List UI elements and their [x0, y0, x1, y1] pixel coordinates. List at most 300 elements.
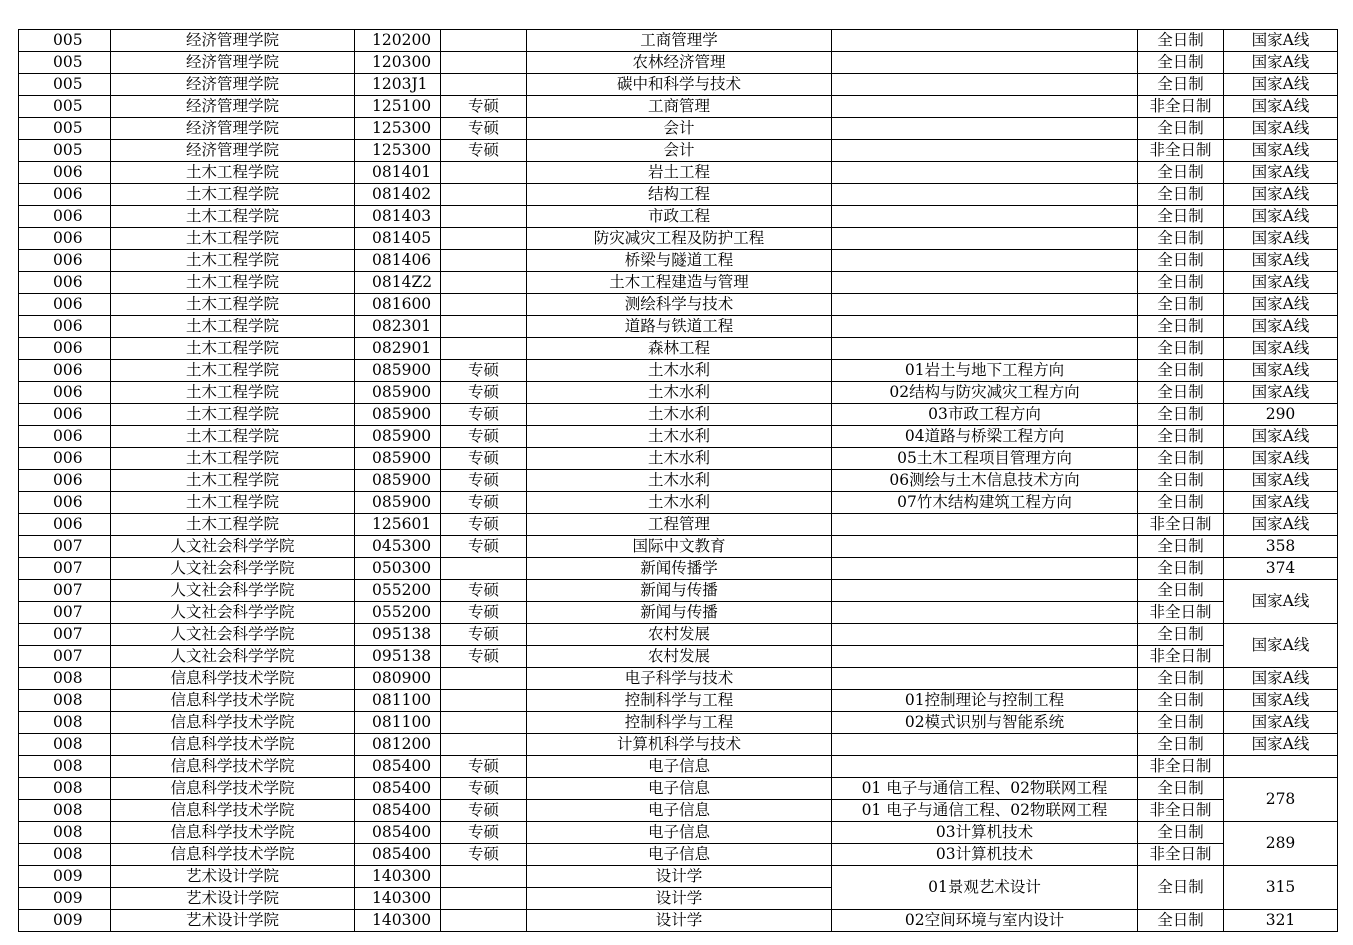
college-name-cell: 土木工程学院	[111, 228, 355, 250]
college-code-cell: 006	[19, 404, 111, 426]
table-body	[19, 30, 1338, 932]
degree-type-cell: 专硕	[441, 96, 527, 118]
score-line-cell: 国家A线	[1224, 272, 1338, 294]
score-line-cell: 国家A线	[1224, 382, 1338, 404]
major-name-cell: 计算机科学与技术	[527, 734, 832, 756]
college-name-cell: 人文社会科学学院	[111, 536, 355, 558]
major-name-cell: 会计	[527, 140, 832, 162]
study-mode-cell: 全日制	[1138, 294, 1224, 316]
college-name-cell: 信息科学技术学院	[111, 844, 355, 866]
score-line-cell: 315	[1224, 866, 1338, 910]
college-name-cell: 土木工程学院	[111, 184, 355, 206]
major-code-cell: 085400	[355, 844, 441, 866]
college-code-cell: 008	[19, 800, 111, 822]
table-row	[19, 118, 1338, 140]
college-name-cell: 人文社会科学学院	[111, 580, 355, 602]
college-code-cell: 008	[19, 690, 111, 712]
score-line-cell: 国家A线	[1224, 668, 1338, 690]
college-name-cell: 人文社会科学学院	[111, 558, 355, 580]
score-line-cell: 国家A线	[1224, 228, 1338, 250]
major-name-cell: 控制科学与工程	[527, 712, 832, 734]
college-code-cell: 006	[19, 228, 111, 250]
college-code-cell: 007	[19, 580, 111, 602]
major-code-cell: 120200	[355, 30, 441, 52]
degree-type-cell	[441, 162, 527, 184]
major-code-cell: 140300	[355, 910, 441, 932]
table-row	[19, 646, 1338, 668]
major-name-cell: 电子信息	[527, 800, 832, 822]
research-direction-cell: 05土木工程项目管理方向	[832, 448, 1138, 470]
major-name-cell: 新闻与传播	[527, 580, 832, 602]
college-name-cell: 土木工程学院	[111, 206, 355, 228]
college-code-cell: 006	[19, 250, 111, 272]
major-code-cell: 085900	[355, 492, 441, 514]
major-name-cell: 会计	[527, 118, 832, 140]
degree-type-cell: 专硕	[441, 426, 527, 448]
college-code-cell: 005	[19, 96, 111, 118]
major-name-cell: 工程管理	[527, 514, 832, 536]
degree-type-cell: 专硕	[441, 624, 527, 646]
research-direction-cell	[832, 228, 1138, 250]
college-name-cell: 土木工程学院	[111, 162, 355, 184]
study-mode-cell: 全日制	[1138, 74, 1224, 96]
score-line-cell: 321	[1224, 910, 1338, 932]
major-code-cell: 081600	[355, 294, 441, 316]
research-direction-cell	[832, 602, 1138, 624]
major-name-cell: 农林经济管理	[527, 52, 832, 74]
major-name-cell: 碳中和科学与技术	[527, 74, 832, 96]
study-mode-cell: 全日制	[1138, 690, 1224, 712]
table-row	[19, 140, 1338, 162]
table-row	[19, 778, 1338, 800]
research-direction-cell: 03计算机技术	[832, 822, 1138, 844]
study-mode-cell: 全日制	[1138, 558, 1224, 580]
major-name-cell: 设计学	[527, 910, 832, 932]
table-row	[19, 602, 1338, 624]
study-mode-cell: 全日制	[1138, 712, 1224, 734]
score-line-cell: 国家A线	[1224, 250, 1338, 272]
table-row	[19, 492, 1338, 514]
study-mode-cell: 全日制	[1138, 404, 1224, 426]
degree-type-cell	[441, 888, 527, 910]
major-code-cell: 055200	[355, 602, 441, 624]
college-name-cell: 信息科学技术学院	[111, 734, 355, 756]
study-mode-cell: 全日制	[1138, 360, 1224, 382]
score-line-cell: 国家A线	[1224, 294, 1338, 316]
major-code-cell: 0814Z2	[355, 272, 441, 294]
degree-type-cell: 专硕	[441, 470, 527, 492]
college-code-cell: 007	[19, 602, 111, 624]
table-row	[19, 52, 1338, 74]
college-code-cell: 008	[19, 822, 111, 844]
study-mode-cell: 全日制	[1138, 492, 1224, 514]
college-name-cell: 经济管理学院	[111, 52, 355, 74]
table-row	[19, 206, 1338, 228]
major-name-cell: 市政工程	[527, 206, 832, 228]
major-name-cell: 森林工程	[527, 338, 832, 360]
score-line-cell: 国家A线	[1224, 118, 1338, 140]
college-name-cell: 信息科学技术学院	[111, 800, 355, 822]
research-direction-cell	[832, 338, 1138, 360]
table-row	[19, 316, 1338, 338]
major-code-cell: 1203J1	[355, 74, 441, 96]
degree-type-cell: 专硕	[441, 844, 527, 866]
research-direction-cell	[832, 162, 1138, 184]
table-row	[19, 272, 1338, 294]
degree-type-cell	[441, 668, 527, 690]
degree-type-cell	[441, 316, 527, 338]
table-row	[19, 514, 1338, 536]
research-direction-cell	[832, 580, 1138, 602]
study-mode-cell: 全日制	[1138, 272, 1224, 294]
study-mode-cell: 全日制	[1138, 536, 1224, 558]
major-name-cell: 电子信息	[527, 756, 832, 778]
college-code-cell: 009	[19, 910, 111, 932]
major-code-cell: 081100	[355, 712, 441, 734]
degree-type-cell	[441, 294, 527, 316]
score-line-cell: 国家A线	[1224, 96, 1338, 118]
college-code-cell: 006	[19, 206, 111, 228]
college-name-cell: 土木工程学院	[111, 404, 355, 426]
major-code-cell: 081100	[355, 690, 441, 712]
study-mode-cell: 全日制	[1138, 470, 1224, 492]
college-code-cell: 005	[19, 74, 111, 96]
major-code-cell: 081403	[355, 206, 441, 228]
score-line-cell: 国家A线	[1224, 338, 1338, 360]
table-row	[19, 844, 1338, 866]
college-code-cell: 009	[19, 888, 111, 910]
college-code-cell: 005	[19, 118, 111, 140]
college-name-cell: 土木工程学院	[111, 272, 355, 294]
study-mode-cell: 全日制	[1138, 206, 1224, 228]
college-code-cell: 006	[19, 470, 111, 492]
table-row	[19, 184, 1338, 206]
college-name-cell: 经济管理学院	[111, 74, 355, 96]
score-line-cell: 国家A线	[1224, 690, 1338, 712]
research-direction-cell: 02模式识别与智能系统	[832, 712, 1138, 734]
table-row	[19, 338, 1338, 360]
college-name-cell: 土木工程学院	[111, 470, 355, 492]
degree-type-cell	[441, 206, 527, 228]
college-name-cell: 土木工程学院	[111, 294, 355, 316]
research-direction-cell	[832, 756, 1138, 778]
table-row	[19, 294, 1338, 316]
score-line-cell: 国家A线	[1224, 448, 1338, 470]
college-code-cell: 006	[19, 492, 111, 514]
study-mode-cell: 全日制	[1138, 866, 1224, 910]
college-name-cell: 人文社会科学学院	[111, 602, 355, 624]
degree-type-cell	[441, 272, 527, 294]
research-direction-cell: 03市政工程方向	[832, 404, 1138, 426]
major-name-cell: 电子科学与技术	[527, 668, 832, 690]
degree-type-cell	[441, 690, 527, 712]
score-line-cell: 国家A线	[1224, 712, 1338, 734]
major-name-cell: 电子信息	[527, 844, 832, 866]
score-line-cell: 国家A线	[1224, 470, 1338, 492]
college-name-cell: 土木工程学院	[111, 382, 355, 404]
research-direction-cell: 01控制理论与控制工程	[832, 690, 1138, 712]
major-name-cell: 电子信息	[527, 778, 832, 800]
study-mode-cell: 全日制	[1138, 184, 1224, 206]
score-line-cell: 国家A线	[1224, 162, 1338, 184]
college-code-cell: 006	[19, 184, 111, 206]
major-code-cell: 082301	[355, 316, 441, 338]
table-row	[19, 800, 1338, 822]
study-mode-cell: 全日制	[1138, 162, 1224, 184]
research-direction-cell	[832, 536, 1138, 558]
degree-type-cell: 专硕	[441, 492, 527, 514]
major-name-cell: 土木水利	[527, 492, 832, 514]
college-name-cell: 信息科学技术学院	[111, 690, 355, 712]
study-mode-cell: 非全日制	[1138, 96, 1224, 118]
admission-score-table	[18, 29, 1338, 932]
college-code-cell: 008	[19, 844, 111, 866]
major-code-cell: 125100	[355, 96, 441, 118]
degree-type-cell	[441, 734, 527, 756]
table-row	[19, 404, 1338, 426]
research-direction-cell	[832, 294, 1138, 316]
research-direction-cell: 01岩土与地下工程方向	[832, 360, 1138, 382]
score-line-cell: 290	[1224, 404, 1338, 426]
major-name-cell: 国际中文教育	[527, 536, 832, 558]
research-direction-cell	[832, 184, 1138, 206]
major-name-cell: 岩土工程	[527, 162, 832, 184]
research-direction-cell: 01 电子与通信工程、02物联网工程	[832, 800, 1138, 822]
major-code-cell: 095138	[355, 646, 441, 668]
college-code-cell: 006	[19, 382, 111, 404]
research-direction-cell	[832, 514, 1138, 536]
table-row	[19, 910, 1338, 932]
college-name-cell: 经济管理学院	[111, 140, 355, 162]
score-line-cell: 国家A线	[1224, 52, 1338, 74]
college-name-cell: 信息科学技术学院	[111, 712, 355, 734]
study-mode-cell: 全日制	[1138, 734, 1224, 756]
college-code-cell: 008	[19, 668, 111, 690]
research-direction-cell: 02结构与防灾减灾工程方向	[832, 382, 1138, 404]
major-code-cell: 125300	[355, 140, 441, 162]
major-code-cell: 140300	[355, 888, 441, 910]
college-code-cell: 009	[19, 866, 111, 888]
research-direction-cell: 06测绘与土木信息技术方向	[832, 470, 1138, 492]
major-code-cell: 120300	[355, 52, 441, 74]
major-code-cell: 085400	[355, 756, 441, 778]
degree-type-cell	[441, 74, 527, 96]
major-code-cell: 050300	[355, 558, 441, 580]
research-direction-cell	[832, 30, 1138, 52]
study-mode-cell: 非全日制	[1138, 646, 1224, 668]
research-direction-cell: 04道路与桥梁工程方向	[832, 426, 1138, 448]
study-mode-cell: 非全日制	[1138, 756, 1224, 778]
table-row	[19, 250, 1338, 272]
score-line-cell	[1224, 756, 1338, 778]
degree-type-cell: 专硕	[441, 514, 527, 536]
table-row	[19, 712, 1338, 734]
score-line-cell: 国家A线	[1224, 360, 1338, 382]
major-code-cell: 085400	[355, 800, 441, 822]
major-name-cell: 控制科学与工程	[527, 690, 832, 712]
college-name-cell: 土木工程学院	[111, 250, 355, 272]
college-code-cell: 006	[19, 448, 111, 470]
major-code-cell: 085900	[355, 360, 441, 382]
major-name-cell: 防灾减灾工程及防护工程	[527, 228, 832, 250]
study-mode-cell: 全日制	[1138, 316, 1224, 338]
major-code-cell: 085400	[355, 822, 441, 844]
college-code-cell: 005	[19, 52, 111, 74]
study-mode-cell: 全日制	[1138, 228, 1224, 250]
table-row	[19, 668, 1338, 690]
research-direction-cell	[832, 52, 1138, 74]
college-name-cell: 艺术设计学院	[111, 888, 355, 910]
score-line-cell: 358	[1224, 536, 1338, 558]
college-name-cell: 土木工程学院	[111, 316, 355, 338]
major-name-cell: 桥梁与隧道工程	[527, 250, 832, 272]
research-direction-cell	[832, 272, 1138, 294]
major-code-cell: 081406	[355, 250, 441, 272]
college-name-cell: 人文社会科学学院	[111, 624, 355, 646]
score-line-cell: 国家A线	[1224, 316, 1338, 338]
research-direction-cell	[832, 140, 1138, 162]
major-code-cell: 080900	[355, 668, 441, 690]
research-direction-cell	[832, 734, 1138, 756]
degree-type-cell: 专硕	[441, 536, 527, 558]
degree-type-cell: 专硕	[441, 360, 527, 382]
study-mode-cell: 全日制	[1138, 250, 1224, 272]
table-row	[19, 426, 1338, 448]
research-direction-cell	[832, 74, 1138, 96]
major-name-cell: 土木工程建造与管理	[527, 272, 832, 294]
college-code-cell: 006	[19, 272, 111, 294]
score-line-cell: 289	[1224, 822, 1338, 866]
degree-type-cell: 专硕	[441, 382, 527, 404]
research-direction-cell: 01景观艺术设计	[832, 866, 1138, 910]
major-name-cell: 土木水利	[527, 470, 832, 492]
major-name-cell: 土木水利	[527, 382, 832, 404]
college-name-cell: 土木工程学院	[111, 514, 355, 536]
degree-type-cell: 专硕	[441, 602, 527, 624]
college-code-cell: 006	[19, 316, 111, 338]
study-mode-cell: 全日制	[1138, 382, 1224, 404]
research-direction-cell	[832, 316, 1138, 338]
table-row	[19, 558, 1338, 580]
study-mode-cell: 全日制	[1138, 910, 1224, 932]
study-mode-cell: 全日制	[1138, 668, 1224, 690]
degree-type-cell: 专硕	[441, 822, 527, 844]
degree-type-cell: 专硕	[441, 646, 527, 668]
college-name-cell: 信息科学技术学院	[111, 668, 355, 690]
major-name-cell: 土木水利	[527, 448, 832, 470]
degree-type-cell	[441, 910, 527, 932]
college-name-cell: 土木工程学院	[111, 360, 355, 382]
college-name-cell: 信息科学技术学院	[111, 778, 355, 800]
score-line-cell: 278	[1224, 778, 1338, 822]
major-name-cell: 农村发展	[527, 624, 832, 646]
major-code-cell: 085900	[355, 404, 441, 426]
table-row	[19, 580, 1338, 602]
research-direction-cell: 03计算机技术	[832, 844, 1138, 866]
degree-type-cell	[441, 558, 527, 580]
college-name-cell: 土木工程学院	[111, 492, 355, 514]
college-name-cell: 艺术设计学院	[111, 866, 355, 888]
degree-type-cell: 专硕	[441, 580, 527, 602]
major-code-cell: 125300	[355, 118, 441, 140]
score-line-cell: 国家A线	[1224, 184, 1338, 206]
table-row	[19, 228, 1338, 250]
major-code-cell: 082901	[355, 338, 441, 360]
table-row	[19, 822, 1338, 844]
score-line-cell: 国家A线	[1224, 492, 1338, 514]
table-row	[19, 96, 1338, 118]
major-code-cell: 081200	[355, 734, 441, 756]
degree-type-cell: 专硕	[441, 140, 527, 162]
college-code-cell: 007	[19, 536, 111, 558]
major-code-cell: 095138	[355, 624, 441, 646]
research-direction-cell	[832, 96, 1138, 118]
major-name-cell: 工商管理	[527, 96, 832, 118]
table-row	[19, 74, 1338, 96]
major-name-cell: 测绘科学与技术	[527, 294, 832, 316]
degree-type-cell	[441, 184, 527, 206]
study-mode-cell: 非全日制	[1138, 844, 1224, 866]
degree-type-cell	[441, 52, 527, 74]
study-mode-cell: 非全日制	[1138, 800, 1224, 822]
score-line-cell: 国家A线	[1224, 140, 1338, 162]
college-code-cell: 008	[19, 734, 111, 756]
college-name-cell: 土木工程学院	[111, 338, 355, 360]
research-direction-cell	[832, 558, 1138, 580]
college-code-cell: 007	[19, 558, 111, 580]
college-name-cell: 经济管理学院	[111, 96, 355, 118]
table-row	[19, 448, 1338, 470]
study-mode-cell: 全日制	[1138, 118, 1224, 140]
table-row	[19, 756, 1338, 778]
study-mode-cell: 非全日制	[1138, 140, 1224, 162]
college-code-cell: 006	[19, 294, 111, 316]
degree-type-cell: 专硕	[441, 448, 527, 470]
college-name-cell: 经济管理学院	[111, 30, 355, 52]
research-direction-cell	[832, 668, 1138, 690]
score-line-cell: 国家A线	[1224, 624, 1338, 668]
table-row	[19, 360, 1338, 382]
research-direction-cell	[832, 624, 1138, 646]
college-code-cell: 008	[19, 778, 111, 800]
major-code-cell: 085900	[355, 426, 441, 448]
college-name-cell: 土木工程学院	[111, 426, 355, 448]
major-code-cell: 140300	[355, 866, 441, 888]
college-name-cell: 人文社会科学学院	[111, 646, 355, 668]
major-name-cell: 新闻传播学	[527, 558, 832, 580]
research-direction-cell: 02空间环境与室内设计	[832, 910, 1138, 932]
major-code-cell: 081401	[355, 162, 441, 184]
degree-type-cell	[441, 30, 527, 52]
major-name-cell: 电子信息	[527, 822, 832, 844]
college-code-cell: 008	[19, 756, 111, 778]
degree-type-cell: 专硕	[441, 756, 527, 778]
college-name-cell: 艺术设计学院	[111, 910, 355, 932]
score-line-cell: 国家A线	[1224, 580, 1338, 624]
score-line-cell: 国家A线	[1224, 74, 1338, 96]
degree-type-cell: 专硕	[441, 118, 527, 140]
research-direction-cell	[832, 646, 1138, 668]
degree-type-cell: 专硕	[441, 778, 527, 800]
table-row	[19, 690, 1338, 712]
study-mode-cell: 全日制	[1138, 30, 1224, 52]
major-name-cell: 农村发展	[527, 646, 832, 668]
major-code-cell: 085400	[355, 778, 441, 800]
college-code-cell: 006	[19, 338, 111, 360]
research-direction-cell	[832, 118, 1138, 140]
major-code-cell: 085900	[355, 382, 441, 404]
major-code-cell: 085900	[355, 448, 441, 470]
